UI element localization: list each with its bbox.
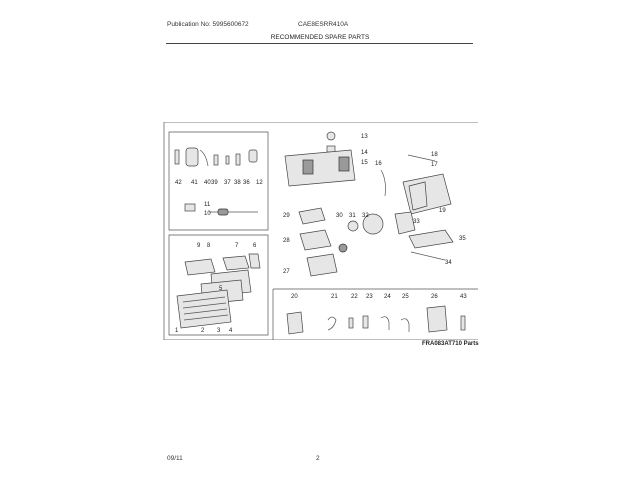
callout-25: 25 <box>402 294 409 300</box>
callout-24: 24 <box>384 294 391 300</box>
callout-13: 41 <box>191 180 198 186</box>
callout-6: 6 <box>253 243 257 249</box>
exploded-parts-diagram <box>163 122 478 340</box>
callout-22: 22 <box>351 294 358 300</box>
callout-26: 26 <box>431 294 438 300</box>
callout-27: 27 <box>283 269 290 275</box>
diagram-caption: FRA083AT710 Parts <box>422 341 479 347</box>
callout-36: 19 <box>439 208 446 214</box>
callout-37: 17 <box>431 162 438 168</box>
controls-box <box>169 132 268 230</box>
model-number: CAE8ESRR410A <box>298 21 349 28</box>
footer-date: 09/11 <box>167 455 183 462</box>
callouts-accessories <box>291 294 467 300</box>
page-number: 2 <box>316 455 320 462</box>
callout-8: 8 <box>207 243 211 249</box>
callout-15: 39 <box>211 180 218 186</box>
callout-39: 16 <box>375 161 382 167</box>
callout-21: 21 <box>331 294 338 300</box>
header-rule <box>166 43 473 44</box>
callout-14: 40 <box>204 180 211 186</box>
accessories-box <box>273 289 478 340</box>
callout-20: 20 <box>291 294 298 300</box>
callout-16: 37 <box>224 180 231 186</box>
callout-1: 1 <box>175 328 179 334</box>
callout-17: 38 <box>234 180 241 186</box>
callout-9: 9 <box>197 243 201 249</box>
callout-31: 31 <box>349 213 356 219</box>
callout-43: 43 <box>460 294 467 300</box>
callout-34: 34 <box>445 260 452 266</box>
publication-number: Publication No: 5995600672 <box>167 21 249 28</box>
parts-diagram-svg <box>163 122 478 340</box>
callout-30: 30 <box>336 213 343 219</box>
callout-23: 23 <box>366 294 373 300</box>
callout-19: 12 <box>256 180 263 186</box>
callout-28: 28 <box>283 238 290 244</box>
callout-35: 35 <box>459 236 466 242</box>
callout-41: 14 <box>361 150 368 156</box>
accessory-parts <box>287 306 465 334</box>
chassis-parts <box>285 132 453 276</box>
callout-11: 11 <box>204 202 211 208</box>
callout-40: 15 <box>361 160 368 166</box>
callout-18: 36 <box>243 180 250 186</box>
callout-10: 10 <box>204 211 211 217</box>
callout-4: 4 <box>229 328 233 334</box>
callout-2: 2 <box>201 328 205 334</box>
callout-7: 7 <box>235 243 239 249</box>
callout-38: 18 <box>431 152 438 158</box>
callout-33: 33 <box>413 219 420 225</box>
callout-32: 32 <box>362 213 369 219</box>
callout-12: 42 <box>175 180 182 186</box>
callout-3: 3 <box>217 328 221 334</box>
callout-5: 5 <box>219 286 223 292</box>
callout-29: 29 <box>283 213 290 219</box>
callout-42: 13 <box>361 134 368 140</box>
page-title: RECOMMENDED SPARE PARTS <box>270 34 370 41</box>
